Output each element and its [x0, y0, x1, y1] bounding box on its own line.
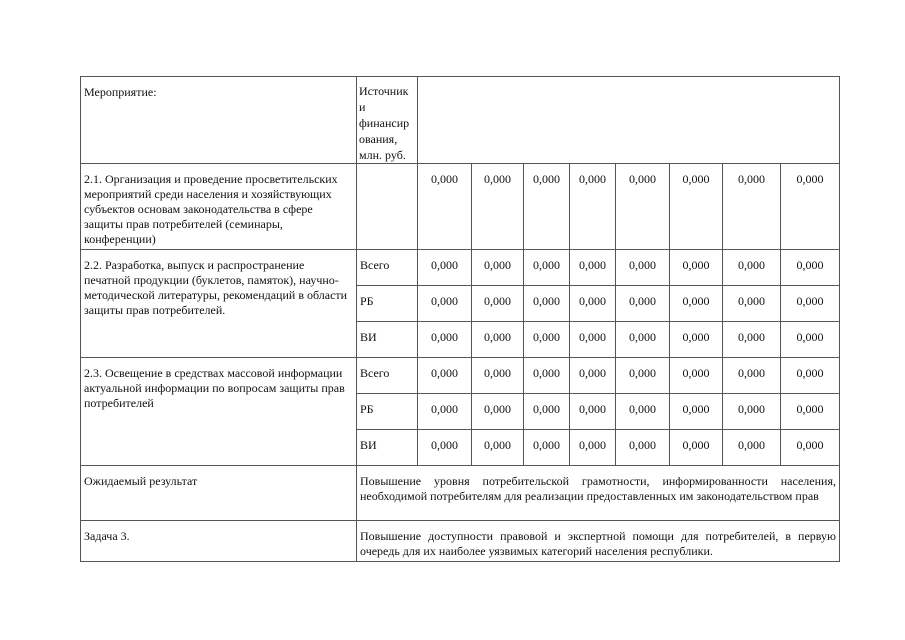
- header-row: [81, 77, 840, 164]
- value-cell: 0,000: [472, 322, 524, 358]
- value-cell: 0,000: [781, 358, 840, 394]
- value-cell: 0,000: [616, 322, 670, 358]
- table-row: [81, 358, 840, 394]
- value-cell: 0,000: [524, 430, 570, 466]
- value-cell: 0,000: [570, 250, 616, 286]
- expected-result-text: Повышение уровня потребительской грамотности, информированности населения, необходимой потребителям для реализации предоставленных им законодательством прав: [357, 466, 840, 521]
- value-cell: 0,000: [418, 358, 472, 394]
- value-cell: 0,000: [723, 358, 781, 394]
- source-header: Источник и финансир ования, млн. руб.: [357, 77, 418, 164]
- value-cell: 0,000: [472, 394, 524, 430]
- value-cell: 0,000: [472, 358, 524, 394]
- header-empty-cell: [418, 77, 840, 164]
- activity-2-3: 2.3. Освещение в средствах массовой информации актуальной информации по вопросам защиты прав потребителей: [81, 358, 357, 466]
- value-cell: 0,000: [570, 430, 616, 466]
- value-cell: 0,000: [616, 164, 670, 250]
- table-row: [81, 250, 840, 286]
- value-cell: 0,000: [781, 286, 840, 322]
- value-cell: 0,000: [723, 394, 781, 430]
- value-cell: 0,000: [524, 164, 570, 250]
- value-cell: 0,000: [723, 322, 781, 358]
- value-cell: 0,000: [524, 286, 570, 322]
- value-cell: 0,000: [418, 322, 472, 358]
- value-cell: 0,000: [781, 250, 840, 286]
- value-cell: 0,000: [723, 164, 781, 250]
- source-cell: РБ: [357, 286, 418, 322]
- value-cell: 0,000: [670, 394, 723, 430]
- task-text: Повышение доступности правовой и экспертной помощи для потребителей, в первую очередь для их наиболее уязвимых категорий населения республики.: [357, 521, 840, 562]
- value-cell: 0,000: [524, 250, 570, 286]
- value-cell: 0,000: [472, 250, 524, 286]
- value-cell: 0,000: [781, 394, 840, 430]
- value-cell: 0,000: [670, 286, 723, 322]
- value-cell: 0,000: [670, 164, 723, 250]
- source-cell: ВИ: [357, 322, 418, 358]
- value-cell: 0,000: [524, 358, 570, 394]
- source-cell: Всего: [357, 250, 418, 286]
- activity-2-1: 2.1. Организация и проведение просветительских мероприятий среди населения и хозяйствующих субъектов основам законодательства в сфере защиты прав потребителей (семинары, конференции): [81, 164, 357, 250]
- value-cell: 0,000: [418, 250, 472, 286]
- value-cell: 0,000: [723, 286, 781, 322]
- value-cell: 0,000: [570, 358, 616, 394]
- value-cell: 0,000: [570, 164, 616, 250]
- value-cell: 0,000: [524, 322, 570, 358]
- value-cell: 0,000: [781, 430, 840, 466]
- value-cell: 0,000: [418, 430, 472, 466]
- value-cell: 0,000: [570, 394, 616, 430]
- value-cell: 0,000: [418, 394, 472, 430]
- activity-2-2: 2.2. Разработка, выпуск и распространение печатной продукции (буклетов, памяток), научно-методической литературы, рекомендаций в области защиты прав потребителей.: [81, 250, 357, 358]
- expected-result-label: Ожидаемый результат: [81, 466, 357, 521]
- task-label: Задача 3.: [81, 521, 357, 562]
- value-cell: 0,000: [670, 430, 723, 466]
- value-cell: 0,000: [723, 250, 781, 286]
- expected-result-row: [81, 466, 840, 521]
- value-cell: 0,000: [723, 430, 781, 466]
- value-cell: 0,000: [616, 358, 670, 394]
- value-cell: 0,000: [472, 286, 524, 322]
- value-cell: 0,000: [570, 322, 616, 358]
- value-cell: 0,000: [524, 394, 570, 430]
- value-cell: 0,000: [616, 430, 670, 466]
- source-cell: ВИ: [357, 430, 418, 466]
- source-cell: Всего: [357, 358, 418, 394]
- funding-table: [80, 76, 840, 562]
- value-cell: 0,000: [670, 358, 723, 394]
- activity-header: Мероприятие:: [81, 77, 357, 164]
- value-cell: 0,000: [781, 322, 840, 358]
- source-cell: [357, 164, 418, 250]
- value-cell: 0,000: [418, 164, 472, 250]
- table-row: [81, 164, 840, 250]
- value-cell: 0,000: [670, 250, 723, 286]
- value-cell: 0,000: [472, 164, 524, 250]
- value-cell: 0,000: [616, 394, 670, 430]
- value-cell: 0,000: [472, 430, 524, 466]
- value-cell: 0,000: [570, 286, 616, 322]
- value-cell: 0,000: [418, 286, 472, 322]
- value-cell: 0,000: [616, 250, 670, 286]
- source-cell: РБ: [357, 394, 418, 430]
- value-cell: 0,000: [670, 322, 723, 358]
- task-row: [81, 521, 840, 562]
- value-cell: 0,000: [781, 164, 840, 250]
- value-cell: 0,000: [616, 286, 670, 322]
